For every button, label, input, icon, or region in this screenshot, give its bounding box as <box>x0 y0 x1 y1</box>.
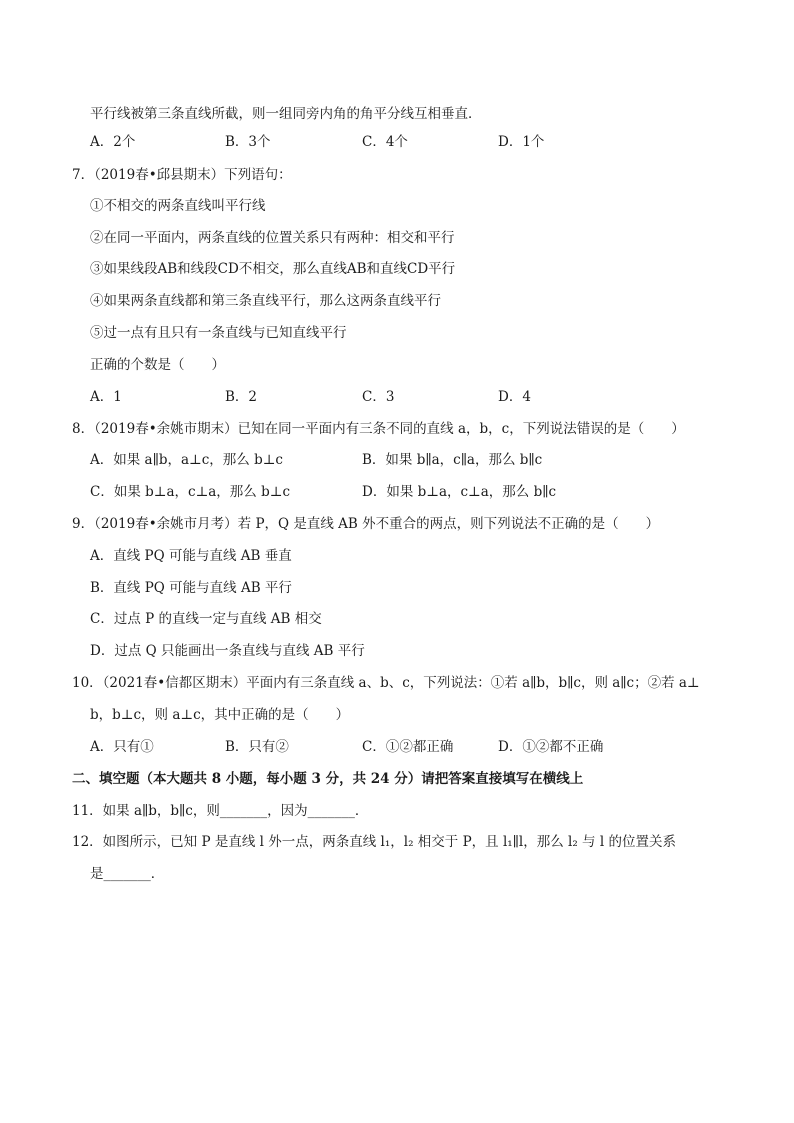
q7-option-d: D．4 <box>498 389 531 405</box>
q7-stem: 7．（2019春•邱县期末）下列语句： <box>72 167 292 183</box>
q12-line1: 12．如图所示，已知 P 是直线 l 外一点，两条直线 l₁，l₂ 相交于 P，且 l₁∥l，那么 l₂ 与 l 的位置关系 <box>72 834 676 850</box>
q8-option-c: C．如果 b⊥a，c⊥a，那么 b⊥c <box>90 484 291 500</box>
q10-option-a: A．只有① <box>90 739 154 755</box>
q7-item-3: ③如果线段AB和线段CD不相交，那么直线AB和直线CD平行 <box>90 261 456 277</box>
q9-option-d: D．过点 Q 只能画出一条直线与直线 AB 平行 <box>90 643 365 659</box>
q9-option-a: A．直线 PQ 可能与直线 AB 垂直 <box>90 548 292 564</box>
q6-option-d: D．1个 <box>498 134 545 150</box>
q10-stem-line1: 10．（2021春•信都区期末）平面内有三条直线 a、b、c，下列说法：①若 a∥b，b∥c，则 a∥c；②若 a⊥ <box>72 675 700 691</box>
q7-item-5: ⑤过一点有且只有一条直线与已知直线平行 <box>90 325 347 341</box>
q6-option-b: B．3个 <box>225 134 271 150</box>
q7-option-b: B．2 <box>225 389 258 405</box>
q10-stem-line2: b，b⊥c，则 a⊥c，其中正确的是（ ） <box>90 707 350 723</box>
q7-option-a: A．1 <box>90 389 122 405</box>
q12-line2: 是_______． <box>90 866 165 882</box>
q7-option-c: C．3 <box>362 389 395 405</box>
q10-option-d: D．①②都不正确 <box>498 739 604 755</box>
q10-option-c: C．①②都正确 <box>362 739 454 755</box>
q7-item-1: ①不相交的两条直线叫平行线 <box>90 198 266 214</box>
q8-option-d: D．如果 b⊥a，c⊥a，那么 b∥c <box>362 484 557 500</box>
q8-stem: 8．（2019春•余姚市期末）已知在同一平面内有三条不同的直线 a，b，c，下列说法错误的是（ ） <box>72 421 685 437</box>
q7-item-2: ②在同一平面内，两条直线的位置关系只有两种：相交和平行 <box>90 230 455 246</box>
q8-option-a: A．如果 a∥b，a⊥c，那么 b⊥c <box>90 452 283 468</box>
q7-prompt: 正确的个数是（ ） <box>90 357 225 373</box>
section-heading-fill-blank: 二、填空题（本大题共 8 小题，每小题 3 分，共 24 分）请把答案直接填写在横线上 <box>72 771 584 787</box>
q7-item-4: ④如果两条直线都和第三条直线平行，那么这两条直线平行 <box>90 293 441 309</box>
q8-option-b: B．如果 b∥a，c∥a，那么 b∥c <box>362 452 543 468</box>
q6-option-c: C．4个 <box>362 134 408 150</box>
q11-text: 11．如果 a∥b，b∥c，则_______，因为_______． <box>72 803 369 819</box>
q10-option-b: B．只有② <box>225 739 289 755</box>
q9-option-c: C．过点 P 的直线一定与直线 AB 相交 <box>90 611 322 627</box>
q6-option-a: A．2个 <box>90 134 136 150</box>
intro-line: 平行线被第三条直线所截，则一组同旁内角的角平分线互相垂直． <box>90 106 482 122</box>
q9-stem: 9．（2019春•余姚市月考）若 P，Q 是直线 AB 外不重合的两点，则下列说法不正确的是（ ） <box>72 516 660 532</box>
q9-option-b: B．直线 PQ 可能与直线 AB 平行 <box>90 580 292 596</box>
